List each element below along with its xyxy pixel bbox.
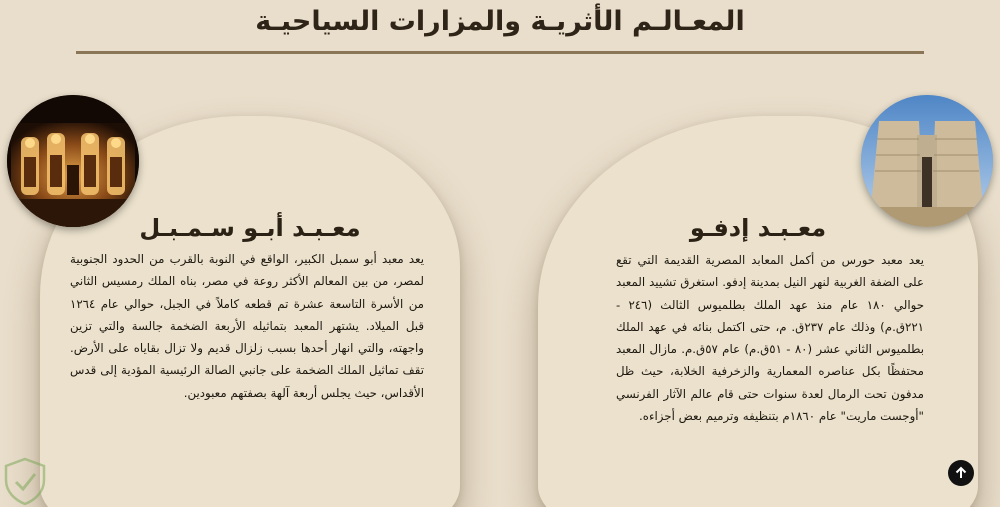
page-title: المعـالـم الأثريـة والمزارات السياحيـة xyxy=(255,6,745,37)
arrow-up-icon xyxy=(954,466,968,480)
card-text-edfu: يعد معبد حورس من أكمل المعابد المصرية القديمة التي تقع على الضفة الغربية لنهر النيل بمدينة إدفو. استغرق تشييد المعبد حوالي ١٨٠ عام منذ عهد الملك بطلميوس الثالث (٢٤٦ - ٢٢١ق.م) وذلك عام ٢٣٧ق. م، حتى اكتمل بنائه في عهد الملك بطلميوس الثاني عشر (٨٠ - ٥١ق.م) عام ٥٧ق.م. مازال المعبد محتفظًا بكل عناصره المعمارية والزخرفية الخلابة، حيث ظل مدفون تحت الرمال لعدة سنوات حتى قام عالم الآثار الفرنسي "أوجست ماريت" عام ١٨٦٠م بتنظيفه وترميم بعض أجزاءه. xyxy=(616,253,925,424)
title-divider xyxy=(76,51,924,54)
card-title-edfu: معـبـد إدفـو xyxy=(689,214,827,242)
edfu-temple-photo xyxy=(861,95,993,227)
scroll-to-top-button[interactable] xyxy=(948,460,974,486)
shield-logo-icon xyxy=(2,456,48,506)
card-text-abu-simbel: يعد معبد أبو سمبل الكبير، الواقع في النوبة بالقرب من الحدود الجنوبية لمصر، من بين المعالم الأكثر روعة في مصر، بناه الملك رمسيس الثاني من الأسرة التاسعة عشرة تم قطعه كاملاً في الجبل، حوالي عام ١٢٦٤ قبل الميلاد. يشتهر المعبد بتماثيله الأربعة الضخمة جالسة والتي تزين واجهته، والتي انهار أحدها بسبب زلزال قديم ولا تزال بقاياه على الأرض. تقف تماثيل الملك الضخمة على جانبي الصالة الرئيسية المؤدية إلى قدس الأقداس، حيث يجلس أربعة آلهة بصفتهم معبودين. xyxy=(70,252,424,400)
abu-simbel-temple-photo xyxy=(7,95,139,227)
card-title-abu-simbel: معـبـد أبـو سـمـبـل xyxy=(139,214,361,242)
